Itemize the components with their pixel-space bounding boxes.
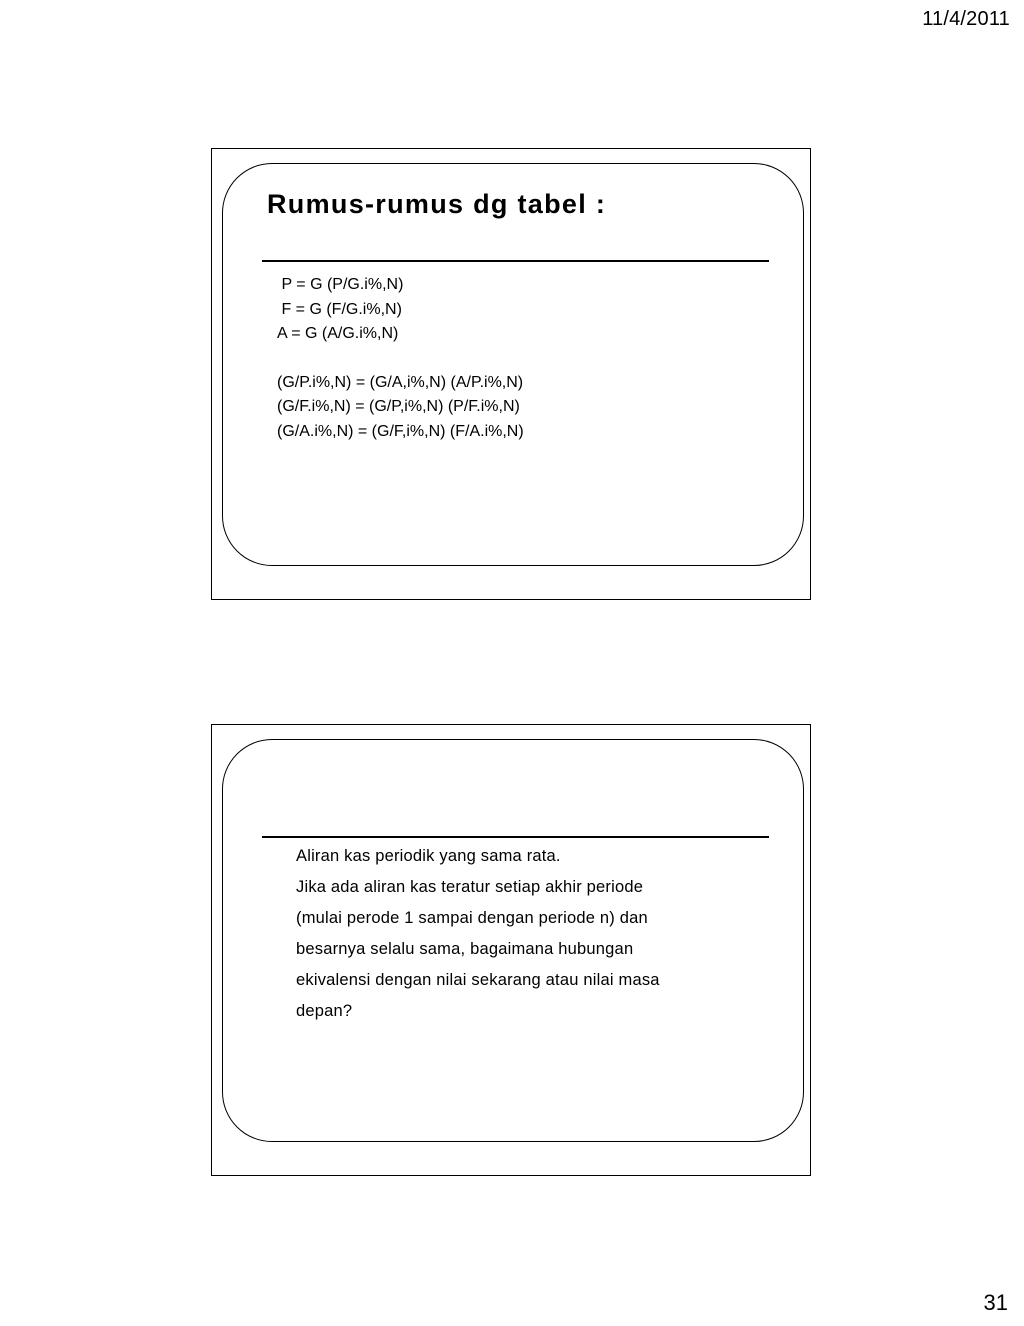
- formula-list: [277, 273, 524, 444]
- formula-line: (G/F.i%,N) = (G/P,i%,N) (P/F.i%,N): [277, 398, 520, 415]
- formula-spacer: [277, 347, 524, 371]
- formula-line: F = G (F/G.i%,N): [277, 300, 402, 318]
- body-text: [296, 841, 660, 1027]
- slide-1: [211, 148, 811, 600]
- slide-title: Rumus-rumus dg tabel :: [267, 189, 607, 219]
- formula-line: (G/A.i%,N) = (G/F,i%,N) (F/A.i%,N): [277, 422, 524, 440]
- text-line: (mulai perode 1 sampai dengan periode n) dan: [296, 909, 648, 927]
- slide-2: [211, 724, 811, 1176]
- header-date: 11/4/2011: [922, 8, 1010, 30]
- formula-line: (G/P.i%,N) = (G/A,i%,N) (A/P.i%,N): [277, 373, 524, 391]
- formula-line: P = G (P/G.i%,N): [277, 276, 404, 293]
- text-line: Jika ada aliran kas teratur setiap akhir periode: [296, 878, 644, 896]
- text-line: ekivalensi dengan nilai sekarang atau nilai masa: [296, 971, 660, 989]
- title-rule: [262, 836, 769, 838]
- text-line: besarnya selalu sama, bagaimana hubungan: [296, 940, 634, 958]
- formula-line: A = G (A/G.i%,N): [277, 325, 399, 342]
- text-line: Aliran kas periodik yang sama rata.: [296, 847, 561, 865]
- page-number: 31: [983, 1290, 1008, 1315]
- text-line: depan?: [296, 1002, 353, 1020]
- title-rule: [262, 260, 769, 262]
